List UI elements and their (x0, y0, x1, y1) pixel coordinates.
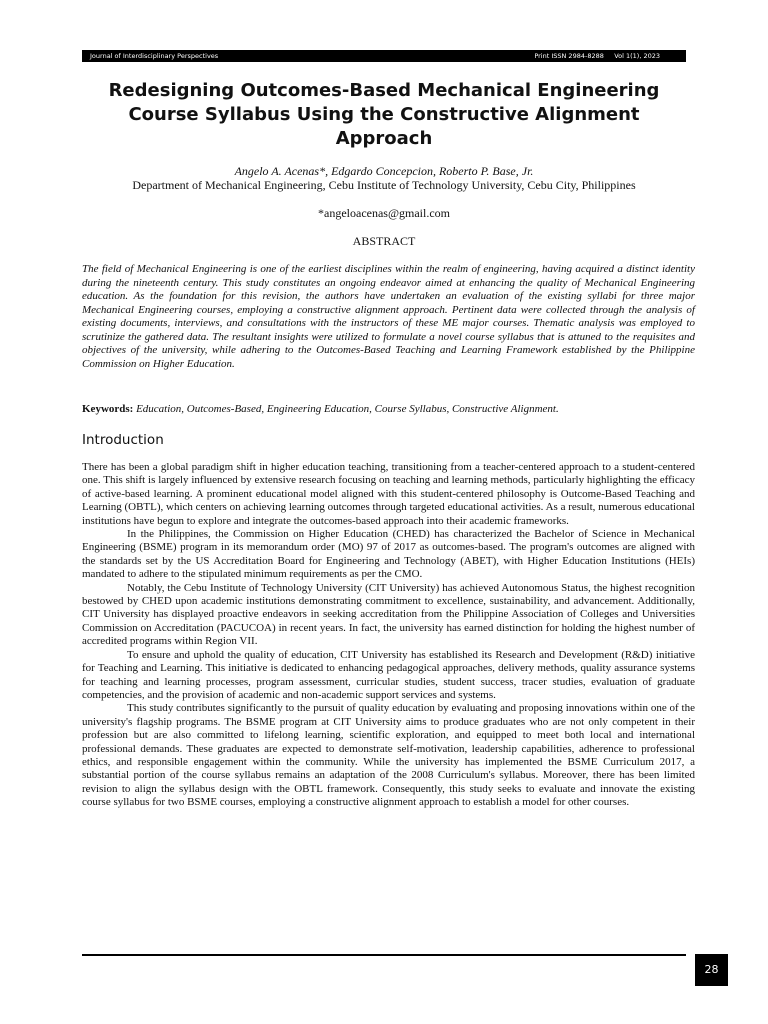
keywords-label: Keywords: (82, 403, 134, 415)
issn-volume: Print ISSN 2984-8288 Vol 1(1), 2023 (534, 52, 660, 60)
paragraph: This study contributes significantly to the pursuit of quality education by evaluating and proposing innovations within one of the university's flagship programs. The BSME program at CIT University aims to produce graduates who are not only competent in their profession but are also committed to lifelong learning, scientific exploration, and equipped to meet both local and international professional demands. These graduates are expected to demonstrate self-motivation, leadership capabilities, adherence to professional ethics, and responsible engagement within the community. While the university has implemented the BSME Curriculum 2017, a substantial portion of the course syllabus remains an adaptation of the 2008 Curriculum's syllabus. Moreover, there has been limited revision to align the syllabus design with the OBTL framework. Consequently, this study seeks to evaluate and innovate the existing course syllabus for two BSME courses, employing a constructive alignment approach to establish a model for other courses. (82, 702, 695, 809)
running-header (82, 50, 686, 62)
authors: Angelo A. Acenas*, Edgardo Concepcion, Roberto P. Base, Jr. (234, 164, 534, 178)
page-number: 28 (695, 954, 728, 986)
abstract-heading: ABSTRACT (352, 234, 416, 248)
keywords-text: Education, Outcomes-Based, Engineering Education, Course Syllabus, Constructive Alignment. (136, 403, 559, 415)
footer-rule (82, 954, 686, 956)
introduction-body (82, 461, 695, 810)
paper-title: Redesigning Outcomes-Based Mechanical Engineering Course Syllabus Using the Constructive Alignment Approach (108, 80, 660, 149)
affiliation: Department of Mechanical Engineering, Cebu Institute of Technology University, Cebu City, Philippines (132, 178, 636, 192)
corresponding-email: *angeloacenas@gmail.com (318, 206, 450, 220)
paragraph: In the Philippines, the Commission on Higher Education (CHED) has characterized the Bachelor of Science in Mechanical Engineering (BSME) program in its memorandum order (MO) 97 of 2017 as outcomes-based. The program's outcomes are aligned with the standards set by the US Accreditation Board for Engineering and Technology (ABET), with Higher Education Institutions (HEIs) mandated to adhere to the stipulated minimum requirements as per the CMO. (82, 528, 695, 581)
abstract-body: The field of Mechanical Engineering is one of the earliest disciplines within the realm of engineering, having acquired a distinct identity during the nineteenth century. This study constitutes an ongoing endeavor aimed at enhancing the quality of Mechanical Engineering education. As the foundation for this revision, the authors have undertaken an evaluation of the existing syllabi for three major Mechanical Engineering courses, employing a constructive alignment approach. Pertinent data were collected through the analysis of existing documents, interviews, and consultations with the instructors of these ME major courses. Thematic analysis was employed to scrutinize the gathered data. The resultant insights were utilized to formulate a novel course syllabus that is attuned to the requisites and objectives of the university, while adhering to the Outcomes-Based Teaching and Learning Framework established by the Philippine Commission on Higher Education. (82, 263, 695, 370)
journal-name: Journal of Interdisciplinary Perspectives (90, 52, 219, 60)
introduction-heading: Introduction (82, 432, 164, 448)
paragraph: To ensure and uphold the quality of education, CIT University has established its Research and Development (R&D) initiative for Teaching and Learning. This initiative is dedicated to enhancing pedagogical approaches, delivery methods, quality assurance systems for teaching and learning processes, program assessment, curricular studies, student success, tracer studies, evaluation of graduate competencies, and the provision of academic and non-academic support services and systems. (82, 648, 695, 701)
keywords (82, 402, 695, 416)
paragraph: Notably, the Cebu Institute of Technology University (CIT University) has achieved Autonomous Status, the highest recognition bestowed by CHED upon academic institutions demonstrating commitment to excellence, sustainability, and advancement. Additionally, CIT University has displayed proactive endeavors in seeking accreditation from the Philippine Association of Colleges and Universities Commission on Accreditation (PACUCOA) in recent years. In fact, the university has earned distinction for holding the highest number of accredited programs within Region VII. (82, 581, 695, 648)
paragraph: There has been a global paradigm shift in higher education teaching, transitioning from a teacher-centered approach to a student-centered one. This shift is largely influenced by extensive research focusing on teaching and learning methods, particularly highlighting the efficacy of active-based learning. A prominent educational model aligned with this student-centered philosophy is Outcome-Based Teaching and Learning (OBTL), which centers on achieving learning outcomes through targeted educational activities. As a result, numerous educational institutions have begun to explore and integrate the outcomes-based approach into their academic frameworks. (82, 461, 695, 527)
